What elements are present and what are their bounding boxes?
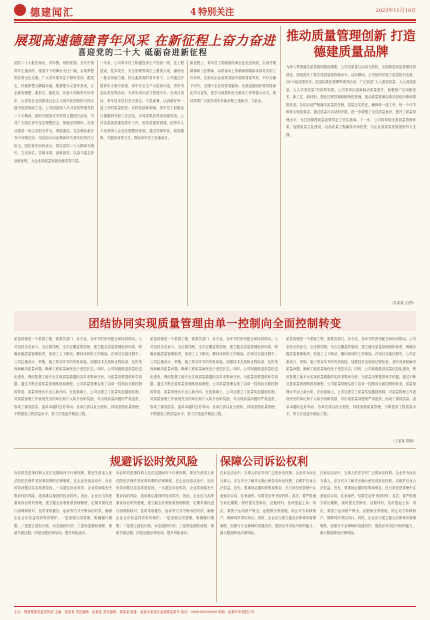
column-divider <box>97 60 98 306</box>
masthead-thin-rule <box>14 22 416 23</box>
statute-body-col-1: 诉讼时效是指权利人在法定期间内不行使权利，即丧失请求人民法院依法保护其民事权利的法律制度。在企业经营活动中，诉讼时效问题往往容易被忽视，一旦超过诉讼时效，企业将面临丧失胜诉权的风险，造成难以挽回的经济损失。因此，企业应当高度重视诉讼时效管理，建立健全应收账款管理制度，定期对债权进行清理和核对，及时采取催告、起诉等方式中断诉讼时效，确保企业合法权益得到有效保护。一是加强合同管理，明确履行期限；二是建立债权台账，动态跟踪时效；三是规范催收流程，保留书面证据；四是加强法律培训，提升风险意识。 <box>14 471 112 535</box>
statute-body-col-2: 诉讼时效是指权利人在法定期间内不行使权利，即丧失请求人民法院依法保护其民事权利的法律制度。在企业经营活动中，诉讼时效问题往往容易被忽视，一旦超过诉讼时效，企业将面临丧失胜诉权的风险，造成难以挽回的经济损失。因此，企业应当高度重视诉讼时效管理，建立健全应收账款管理制度，定期对债权进行清理和核对，及时采取催告、起诉等方式中断诉讼时效，确保企业合法权益得到有效保护。一是加强合同管理，明确履行期限；二是建立债权台账，动态跟踪时效；三是规范催收流程，保留书面证据；四是加强法律培训，提升风险意识。 <box>116 471 214 535</box>
masthead-rule <box>14 19 416 21</box>
feature-body-col-1: 质量管理是一个系统工程，需要各部门、各专业、各环节的密切配合和协同联动。公司坚持全员参与、全过程控制、全方位覆盖的原则，建立健全质量管理组织体系，明确各级质量管理职责，形成了上下联动、横向协同的工作格局。在项目实施过程中，公司注重设计、采购、施工等各环节的有机衔接，加强技术交底和过程检查，及时发现和解决质量问题，确保工程质量始终处于受控状态。同时，公司积极推进质量信息化建设，利用智慧工地平台实现质量数据的实时采集和分析，为质量决策提供科学依据。通过不断完善质量管理制度和流程，公司质量管理实现了由单一控制向全面控制的转变，质量管理水平迈上新台阶。在此基础上，公司还建立了质量奖惩激励机制，对质量管理工作表现突出的单位和个人给予表彰奖励，对出现质量问题的严肃追责，形成了重视质量、追求卓越的良好导向。各单位将以此为契机，持续加强质量管理，不断提高工程质量水平，努力打造更多精品工程。 <box>14 337 142 416</box>
section-name: 特别关注 <box>198 8 235 18</box>
feature-body-col-3: 质量管理是一个系统工程，需要各部门、各专业、各环节的密切配合和协同联动。公司坚持全员参与、全过程控制、全方位覆盖的原则，建立健全质量管理组织体系，明确各级质量管理职责，形成了上下联动、横向协同的工作格局。在项目实施过程中，公司注重设计、采购、施工等各环节的有机衔接，加强技术交底和过程检查，及时发现和解决质量问题，确保工程质量始终处于受控状态。同时，公司积极推进质量信息化建设，利用智慧工地平台实现质量数据的实时采集和分析，为质量决策提供科学依据。通过不断完善质量管理制度和流程，公司质量管理实现了由单一控制向全面控制的转变，质量管理水平迈上新台阶。在此基础上，公司还建立了质量奖惩激励机制，对质量管理工作表现突出的单位和个人给予表彰奖励，对出现质量问题的严肃追责，形成了重视质量、追求卓越的良好导向。各单位将以此为契机，持续加强质量管理，不断提高工程质量水平，努力打造更多精品工程。 <box>286 337 416 416</box>
masthead <box>14 4 416 18</box>
feature-body-col-2: 质量管理是一个系统工程，需要各部门、各专业、各环节的密切配合和协同联动。公司坚持全员参与、全过程控制、全方位覆盖的原则，建立健全质量管理组织体系，明确各级质量管理职责，形成了上下联动、横向协同的工作格局。在项目实施过程中，公司注重设计、采购、施工等各环节的有机衔接，加强技术交底和过程检查，及时发现和解决质量问题，确保工程质量始终处于受控状态。同时，公司积极推进质量信息化建设，利用智慧工地平台实现质量数据的实时采集和分析，为质量决策提供科学依据。通过不断完善质量管理制度和流程，公司质量管理实现了由单一控制向全面控制的转变，质量管理水平迈上新台阶。在此基础上，公司还建立了质量奖惩激励机制，对质量管理工作表现突出的单位和个人给予表彰奖励，对出现质量问题的严肃追责，形成了重视质量、追求卓越的良好导向。各单位将以此为契机，持续加强质量管理，不断提高工程质量水平，努力打造更多精品工程。 <box>150 337 278 416</box>
column-divider <box>216 454 217 602</box>
imprint-footer: 主办：德建集团党委宣传部 主编：某某某 责任编辑：某某某 美术编辑：某某某 地址：某某市某某区某某路某某号 电话：0000-00000000 印刷：某某印务有限公司 <box>14 606 416 614</box>
section-rule <box>14 448 416 449</box>
feature-credit: （王某某 供稿） <box>391 439 416 443</box>
lead-body-col-3: 新征程上，青年员工将继续传承企业优良传统，弘扬劳模精神和工匠精神，以昂扬向上的精神面貌和求真务实的工作作风，在推动企业改革发展中展现青春风采，书写无愧于时代、无愧于企业的青春篇章。各基层团组织将持续深化学习宣传，把学习成果转化为推动工作的强大动力，团结带领广大团员青年在新征程上建新功、立新业。 <box>190 61 276 103</box>
litigation-body-col-1: 在诉讼活动中，当事人依法享有广泛的诉讼权利。企业作为诉讼当事人，应当充分了解并正确行使各项诉讼权利，以维护自身合法权益。首先，要重视证据的收集和保存，在日常经营管理中注意留存合同、往来函件、结算凭证等书面材料；其次，要严格遵守诉讼期限，按时提交答辩状、证据材料，及时提起上诉；再次，要善于运用财产保全、证据保全等措施，防止对方转移财产，保障判决得以执行。同时，企业应当建立健全法律事务管理制度，加强与专业律师的沟通协作，提高应对诉讼纠纷的能力，最大限度降低法律风险。 <box>220 471 316 535</box>
lead-body-col-1: 党的二十大报告指出，青年强，则国家强。当代中国青年生逢其时，施展才干的舞台无比广阔，实现梦想的前景无比光明。广大青年要坚定不移听党话、跟党走，怀抱梦想又脚踏实地，敢想敢为又善作善成，立志做有理想、敢担当、能吃苦、肯奋斗的新时代好青年，让青春在全面建设社会主义现代化国家的火热实践中绽放绚丽之花。公司团委深入学习宣传贯彻党的二十大精神，组织开展形式多样的主题团日活动，引导广大团员青年坚定理想信念，厚植爱国情怀，在项目建设一线主动担当作为，勇挑重担，在急难险重任务中冲锋在前，用实际行动诠释新时代青年的责任与担当。团员青年纷纷表示，将以党的二十大精神为指引，立足岗位、苦练本领、创新创效，以奋斗姿态奔赴新征程，为企业高质量发展贡献青春力量。 <box>14 61 94 163</box>
quality-story-credit: （苏某某 文/图） <box>390 301 416 305</box>
newspaper-name: 德建闻汇 <box>30 8 74 19</box>
quality-story-body: 为深入贯彻落实质量强国建设纲要，公司以质量月活动为契机，全面推进质量管理体系建设，持续提升工程实体质量和管理水平。活动期间，公司组织开展了质量知识竞赛、QC小组成果发布、质量标准化观摩等系列活动，广泛营造“人人重视质量、人人创造质量、人人享受质量”的浓厚氛围。公司坚持以创新驱动质量提升，积极推广应用新技术、新工艺、新材料，强化过程控制和精细化管理，推动质量管理由事后检验向事前预防转变。各项目部严格落实质量责任制，层层压实责任，确保每一道工序、每一个环节都符合规范要求。通过质量月活动的开展，进一步增强了全员质量意识，提升了质量管理水平，为打造德建质量品牌奠定了坚实基础。下一步，公司将持续完善质量管理体系，加强质量文化建设，以高质量工程赢得市场信誉，为企业高质量发展提供有力支撑。 <box>286 65 416 137</box>
page-label <box>190 5 234 18</box>
issue-date: 2023年11月10日 <box>375 8 416 14</box>
quality-story-headline: 推动质量管理创新 打造德建质量品牌 <box>286 28 416 59</box>
column-divider <box>187 60 188 306</box>
lead-subheadline: 喜迎党的二十大 砥砺奋进新征程 <box>78 47 208 57</box>
page-number: 4 <box>190 8 197 18</box>
section-divider <box>280 26 281 306</box>
feature-banner <box>14 311 416 331</box>
statute-article-headline: 规避诉讼时效风险 <box>110 455 198 468</box>
brand-logo-icon <box>14 4 26 16</box>
lead-headline: 展现高速德建青年风采 在新征程上奋力奋进 <box>14 34 276 49</box>
feature-banner-title: 团结协同实现质量管理由单一控制向全面控制转变 <box>88 317 342 330</box>
lead-body-col-2: 一年来，公司青年员工积极投身生产经营一线，在工程建设、技术攻关、安全管理等岗位上勇挑大梁，涌现出一批业务能力强、综合素质高的青年骨干。公司通过开展青年文明号创建、青年安全生产示范岗评选、青年突击队攻坚等活动，为青年成长成才搭建平台。在项目现场，青年技术员们坚守岗位，不畏寒暑，认真做好每一道工序的质量把控；在科技创新领域，青年员工积极参与课题研究和工法总结，多项成果获得省部级奖项。公司党委高度重视青年工作，坚持党建带团建，把青年人才培养纳入企业发展整体规划，通过导师带徒、轮岗锻炼、专题培训等方式，帮助青年员工快速成长。 <box>100 61 184 140</box>
litigation-body-col-2: 在诉讼活动中，当事人依法享有广泛的诉讼权利。企业作为诉讼当事人，应当充分了解并正确行使各项诉讼权利，以维护自身合法权益。首先，要重视证据的收集和保存，在日常经营管理中注意留存合同、往来函件、结算凭证等书面材料；其次，要严格遵守诉讼期限，按时提交答辩状、证据材料，及时提起上诉；再次，要善于运用财产保全、证据保全等措施，防止对方转移财产，保障判决得以执行。同时，企业应当建立健全法律事务管理制度，加强与专业律师的沟通协作，提高应对诉讼纠纷的能力，最大限度降低法律风险。 <box>320 471 416 535</box>
litigation-article-headline: 保障公司诉讼权利 <box>220 455 308 468</box>
